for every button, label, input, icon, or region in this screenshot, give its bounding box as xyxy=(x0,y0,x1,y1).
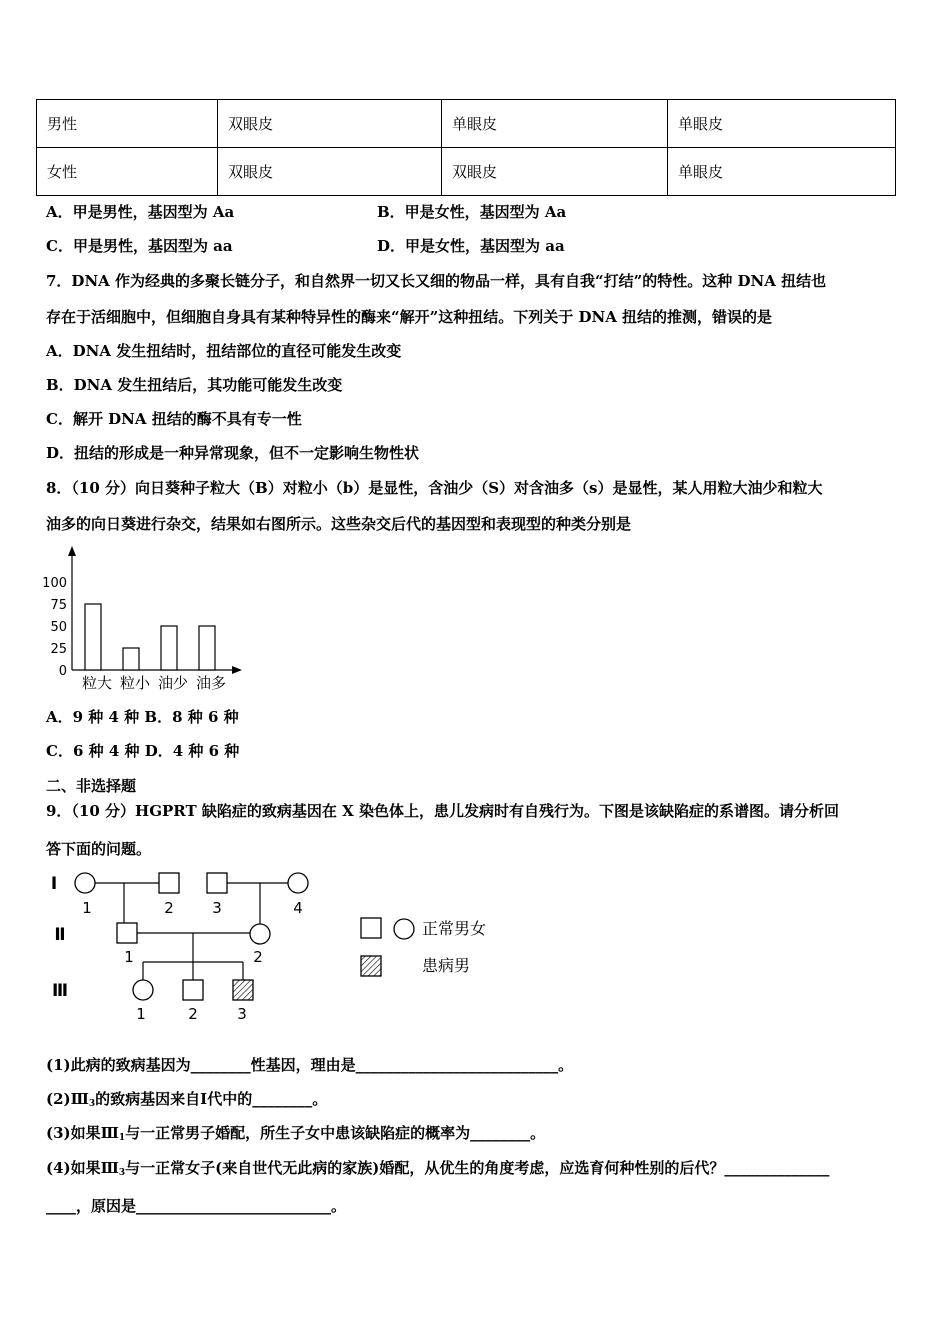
y-tick-label: 75 xyxy=(50,598,67,613)
q9-stem-line1: 9．（10 分）HGPRT 缺陷症的致病基因在 X 染色体上，患儿发病时有自残行为。下图是该缺陷症的系谱图。请分析回 xyxy=(46,802,839,820)
table-cell: 单眼皮 xyxy=(668,148,896,196)
individual-number: 2 xyxy=(188,1005,198,1023)
x-tick-label: 粒小 xyxy=(119,674,151,692)
female-normal-III1 xyxy=(133,980,153,1000)
y-tick-label: 25 xyxy=(50,642,67,657)
generation-label: Ⅲ xyxy=(51,981,69,1001)
q6-option-a: A．甲是男性，基因型为 Aa xyxy=(46,203,235,221)
q9-sub3-pre: (3)如果Ⅲ xyxy=(46,1124,119,1142)
y-tick-label: 50 xyxy=(50,620,67,635)
q9-sub2-subscript: 3 xyxy=(88,1099,96,1109)
q7-stem-line1: 7．DNA 作为经典的多聚长链分子，和自然界一切又长又细的物品一样，具有自我“打结”的特性。这种 DNA 扭结也 xyxy=(46,272,827,290)
q9-sub3-post: 与一正常男子婚配，所生子女中患该缺陷症的概率为________。 xyxy=(125,1124,546,1142)
individual-number: 1 xyxy=(124,948,134,966)
table-row xyxy=(37,100,896,148)
phenotype-table xyxy=(36,99,896,196)
y-axis-arrow xyxy=(68,546,76,556)
x-tick-label: 油少 xyxy=(157,674,189,692)
q7-option-d: D．扭结的形成是一种异常现象，但不一定影响生物性状 xyxy=(46,444,420,462)
q9-sub4-post: 与一正常女子(来自世代无此病的家族)婚配，从优生的角度考虑，应选育何种性别的后代？______________ xyxy=(125,1159,830,1177)
q7-option-c: C．解开 DNA 扭结的酶不具有专一性 xyxy=(46,410,302,428)
female-normal-I1 xyxy=(75,873,95,893)
individual-number: 1 xyxy=(82,899,92,917)
individual-number: 2 xyxy=(253,948,263,966)
x-axis-arrow xyxy=(232,666,242,674)
q8-options-line1: A．9 种 4 种 B．8 种 6 种 xyxy=(46,708,239,726)
bar xyxy=(85,604,101,670)
q9-sub3-subscript: 1 xyxy=(118,1133,126,1143)
q6-option-b: B．甲是女性，基因型为 Aa xyxy=(377,203,567,221)
table-cell: 双眼皮 xyxy=(218,148,442,196)
table-cell: 双眼皮 xyxy=(442,148,668,196)
generation-label: Ⅰ xyxy=(50,874,58,894)
legend-male-normal xyxy=(361,918,381,938)
legend-normal-label: 正常男女 xyxy=(422,919,487,938)
y-tick-label: 100 xyxy=(42,576,67,591)
q8-options-line2: C．6 种 4 种 D．4 种 6 种 xyxy=(46,742,240,760)
individual-number: 1 xyxy=(136,1005,146,1023)
female-normal-II2 xyxy=(250,924,270,944)
q9-sub2 xyxy=(46,1088,327,1109)
male-affected-III3 xyxy=(233,980,253,1000)
male-normal-III2 xyxy=(183,980,203,1000)
q9-sub4 xyxy=(46,1157,829,1178)
individual-number: 3 xyxy=(212,899,222,917)
q7-option-a: A．DNA 发生扭结时，扭结部位的直径可能发生改变 xyxy=(46,342,402,360)
bar xyxy=(123,648,139,670)
q7-stem-line2: 存在于活细胞中，但细胞自身具有某种特异性的酶来“解开”这种扭结。下列关于 DNA 扭结的推测，错误的是 xyxy=(46,308,773,326)
generation-label: Ⅱ xyxy=(54,925,66,945)
legend-female-normal xyxy=(394,919,414,939)
q9-sub2-post: 的致病基因来自Ⅰ代中的________。 xyxy=(95,1090,328,1108)
q9-sub4-line2: ____，原因是__________________________。 xyxy=(46,1197,347,1215)
legend-male-affected xyxy=(361,956,381,976)
individual-number: 3 xyxy=(237,1005,247,1023)
table-row xyxy=(37,148,896,196)
bar xyxy=(161,626,177,670)
female-normal-I4 xyxy=(288,873,308,893)
q9-sub1: (1)此病的致病基因为________性基因，理由是___________________________。 xyxy=(46,1056,574,1074)
legend-affected-label: 患病男 xyxy=(422,956,471,975)
q9-stem-line2: 答下面的问题。 xyxy=(46,840,152,858)
individual-number: 4 xyxy=(293,899,303,917)
q8-stem-line2: 油多的向日葵进行杂交，结果如右图所示。这些杂交后代的基因型和表现型的种类分别是 xyxy=(46,515,632,533)
table-cell: 单眼皮 xyxy=(668,100,896,148)
x-tick-label: 油多 xyxy=(195,674,227,692)
y-tick-label: 0 xyxy=(58,664,67,679)
table-cell: 女性 xyxy=(37,148,218,196)
q9-sub2-pre: (2)Ⅲ xyxy=(46,1090,89,1108)
individual-number: 2 xyxy=(164,899,174,917)
bar xyxy=(199,626,215,670)
q7-option-b: B．DNA 发生扭结后，其功能可能发生改变 xyxy=(46,376,343,394)
q9-sub3 xyxy=(46,1122,545,1143)
male-normal-II1 xyxy=(117,923,137,943)
table-cell: 男性 xyxy=(37,100,218,148)
q8-bar-chart xyxy=(36,542,256,694)
x-tick-label: 粒大 xyxy=(81,674,113,692)
section-heading: 二、非选择题 xyxy=(46,777,137,795)
q6-option-d: D．甲是女性，基因型为 aa xyxy=(377,237,565,255)
pedigree-chart xyxy=(40,868,520,1028)
q8-stem-line1: 8．（10 分）向日葵种子粒大（B）对粒小（b）是显性，含油少（S）对含油多（s）是显性，某人用粒大油少和粒大 xyxy=(46,479,823,497)
male-normal-I3 xyxy=(207,873,227,893)
male-normal-I2 xyxy=(159,873,179,893)
q6-option-c: C．甲是男性，基因型为 aa xyxy=(46,237,233,255)
table-cell: 双眼皮 xyxy=(218,100,442,148)
table-cell: 单眼皮 xyxy=(442,100,668,148)
q9-sub4-pre: (4)如果Ⅲ xyxy=(46,1159,119,1177)
q9-sub4-subscript: 3 xyxy=(118,1168,126,1178)
